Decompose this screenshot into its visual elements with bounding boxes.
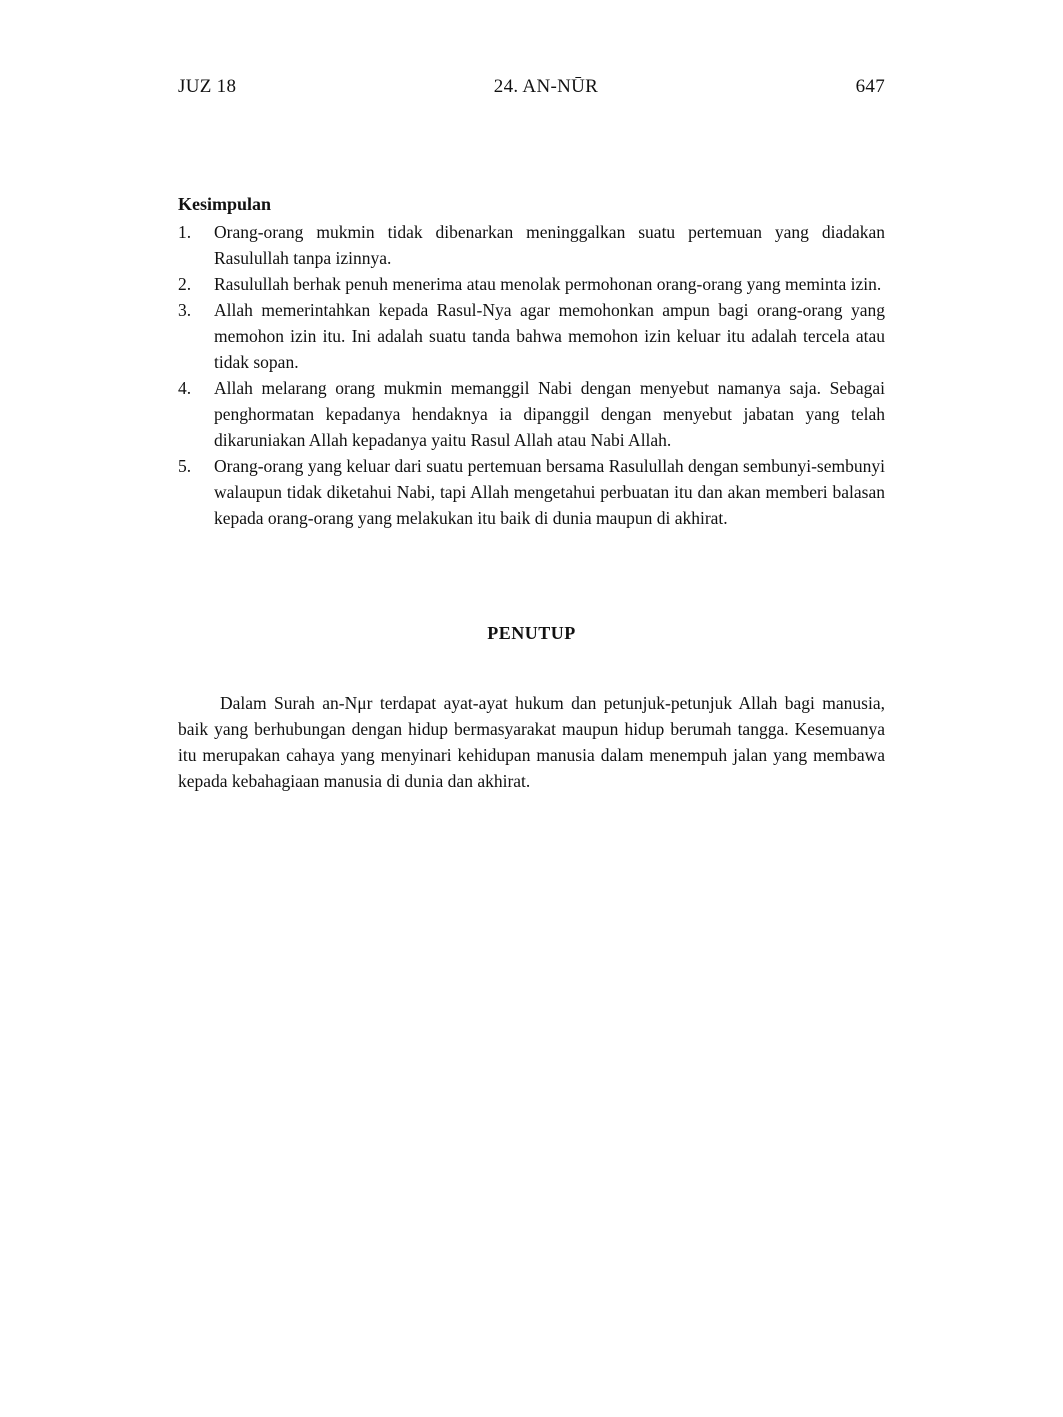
juz-label: JUZ 18 bbox=[178, 76, 237, 97]
list-item-text: Orang-orang yang keluar dari suatu pertemuan bersama Rasulullah dengan sembunyi-sembunyi walaupun tidak diketahui Nabi, tapi Allah mengetahui perbuatan itu dan akan memberi balasan kepada orang-orang yang melakukan itu baik di dunia maupun di akhirat. bbox=[214, 456, 885, 528]
kesimpulan-heading: Kesimpulan bbox=[178, 194, 272, 214]
list-item bbox=[178, 375, 885, 453]
list-item bbox=[178, 219, 885, 271]
kesimpulan-list bbox=[178, 219, 885, 531]
penutup-paragraph: Dalam Surah an-Nμr terdapat ayat-ayat hukum dan petunjuk-petunjuk Allah bagi manusia, baik yang berhubungan dengan hidup bermasyarakat maupun hidup berumah tangga. Kesemuanya itu merupakan cahaya yang menyinari kehidupan manusia dalam menempuh jalan yang membawa kepada kebahagiaan manusia di dunia dan akhirat. bbox=[178, 693, 885, 791]
list-item bbox=[178, 453, 885, 531]
surah-title: 24. AN-NŪR bbox=[493, 76, 599, 97]
list-item-number: 2. bbox=[178, 274, 192, 294]
list-item-number: 1. bbox=[178, 222, 192, 242]
list-item-text: Allah memerintahkan kepada Rasul-Nya agar memohonkan ampun bagi orang-orang yang memohon izin itu. Ini adalah suatu tanda bahwa memohon izin keluar itu adalah tercela atau tidak sopan. bbox=[214, 300, 885, 372]
list-item bbox=[178, 297, 885, 375]
page-number: 647 bbox=[855, 76, 885, 97]
penutup-heading: PENUTUP bbox=[487, 623, 576, 643]
list-item-number: 3. bbox=[178, 300, 192, 320]
list-item-number: 5. bbox=[178, 456, 192, 476]
list-item-text: Orang-orang mukmin tidak dibenarkan meninggalkan suatu pertemuan yang diadakan Rasulullah tanpa izinnya. bbox=[214, 222, 885, 268]
list-item-text: Rasulullah berhak penuh menerima atau menolak permohonan orang-orang yang meminta izin. bbox=[214, 274, 882, 294]
page-header bbox=[178, 76, 885, 98]
list-item bbox=[178, 271, 885, 297]
list-item-text: Allah melarang orang mukmin memanggil Nabi dengan menyebut namanya saja. Sebagai penghormatan kepadanya hendaknya ia dipanggil dengan menyebut jabatan yang telah dikaruniakan Allah kepadanya yaitu Rasul Allah atau Nabi Allah. bbox=[214, 378, 885, 450]
list-item-number: 4. bbox=[178, 378, 192, 398]
